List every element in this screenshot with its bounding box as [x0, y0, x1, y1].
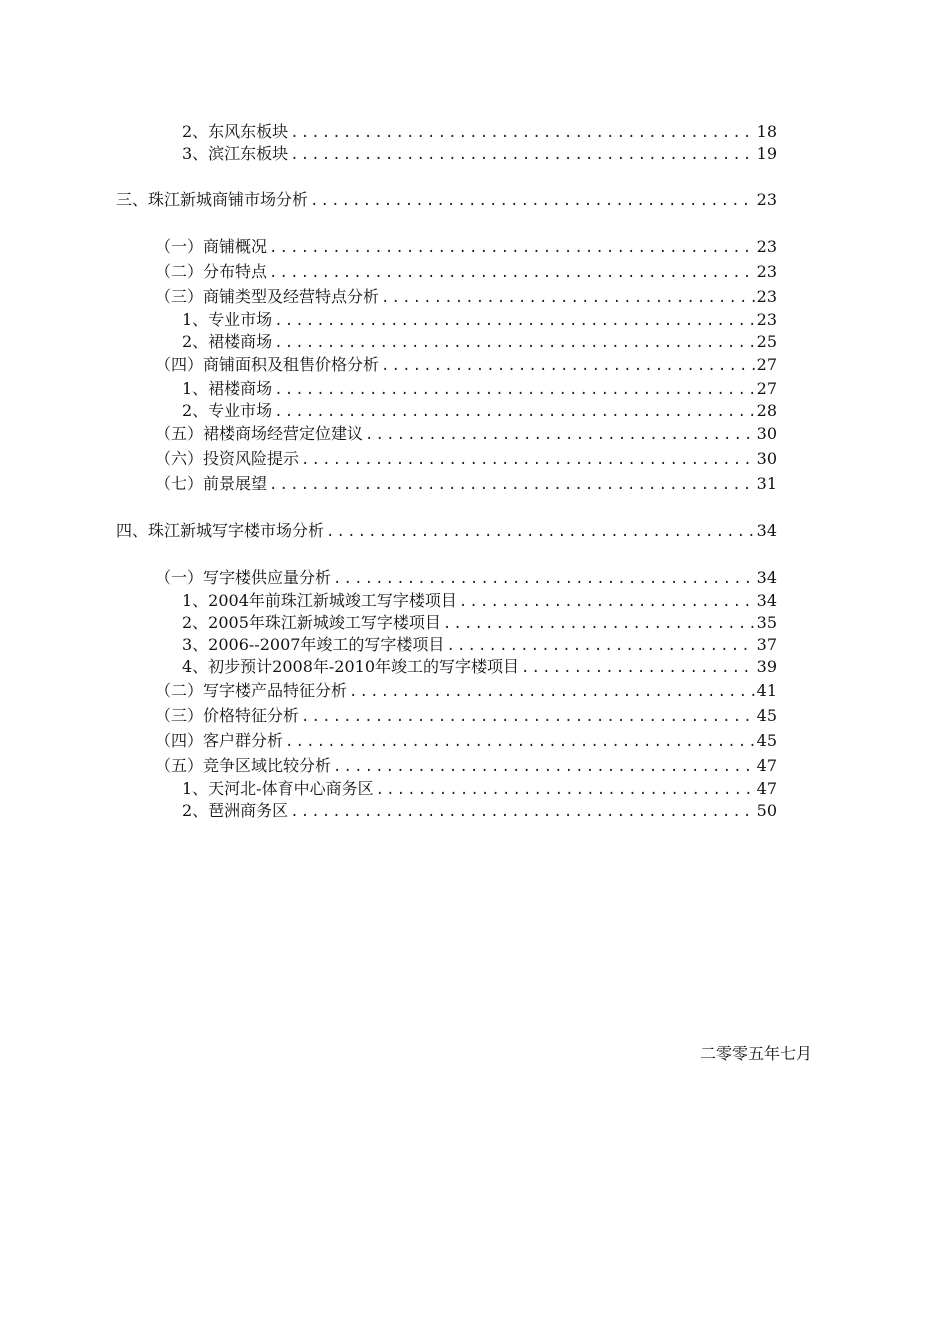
toc-leader-dots	[288, 801, 754, 823]
toc-entry-page: 18	[756, 122, 777, 141]
toc-entry-page: 34	[756, 591, 777, 610]
toc-entry[interactable]	[182, 590, 777, 612]
toc-leader-dots	[324, 521, 755, 543]
toc-entry-page: 37	[756, 635, 777, 654]
toc-entry-page: 31	[756, 474, 777, 493]
toc-leader-dots	[272, 332, 754, 354]
toc-entry-title: 四、珠江新城写字楼市场分析	[116, 521, 325, 540]
toc-entry-page: 27	[756, 379, 777, 398]
toc-entry-title: 2、琶洲商务区	[182, 801, 289, 820]
toc-entry[interactable]	[155, 423, 777, 445]
toc-entry-page: 50	[756, 801, 777, 820]
toc-entry-title: （一）写字楼供应量分析	[155, 568, 332, 587]
toc-leader-dots	[379, 355, 755, 377]
toc-entry-page: 30	[756, 424, 777, 443]
toc-entry-page: 23	[756, 310, 777, 329]
toc-leader-dots	[519, 657, 755, 679]
toc-entry-page: 30	[756, 449, 777, 468]
toc-entry-page: 41	[756, 681, 777, 700]
toc-entry-title: 1、2004年前珠江新城竣工写字楼项目	[182, 591, 457, 610]
toc-entry-title: （一）商铺概况	[155, 237, 268, 256]
toc-entry[interactable]	[155, 236, 777, 258]
toc-leader-dots	[299, 449, 755, 471]
toc-leader-dots	[457, 591, 755, 613]
toc-leader-dots	[347, 681, 755, 703]
toc-entry[interactable]	[155, 730, 777, 752]
toc-entry-title: （三）价格特征分析	[155, 706, 300, 725]
toc-section-entry[interactable]	[116, 520, 777, 542]
toc-entry-title: 3、2006--2007年竣工的写字楼项目	[182, 635, 445, 654]
toc-entry-page: 19	[756, 144, 777, 163]
toc-entry[interactable]	[155, 354, 777, 376]
toc-entry[interactable]	[155, 705, 777, 727]
toc-leader-dots	[267, 237, 755, 259]
toc-entry-page: 34	[756, 568, 777, 587]
toc-leader-dots	[331, 568, 755, 590]
toc-entry-title: （六）投资风险提示	[155, 449, 300, 468]
toc-entry-page: 45	[756, 731, 777, 750]
toc-entry[interactable]	[155, 286, 777, 308]
toc-leader-dots	[331, 756, 755, 778]
toc-entry[interactable]	[155, 448, 777, 470]
toc-entry[interactable]	[155, 473, 777, 495]
toc-entry-page: 45	[756, 706, 777, 725]
toc-entry-title: （五）竞争区域比较分析	[155, 756, 332, 775]
toc-entry-title: 2、裙楼商场	[182, 332, 273, 351]
toc-entry-title: （二）写字楼产品特征分析	[155, 681, 348, 700]
toc-entry-title: 2、专业市场	[182, 401, 273, 420]
toc-entry-page: 25	[756, 332, 777, 351]
toc-entry[interactable]	[182, 800, 777, 822]
toc-section-entry[interactable]	[116, 189, 777, 211]
toc-leader-dots	[379, 287, 755, 309]
toc-entry-title: （二）分布特点	[155, 262, 268, 281]
toc-leader-dots	[267, 474, 755, 496]
toc-leader-dots	[308, 190, 755, 212]
toc-entry[interactable]	[182, 612, 777, 634]
toc-entry[interactable]	[182, 331, 777, 353]
toc-entry-page: 23	[756, 287, 777, 306]
toc-leader-dots	[272, 379, 754, 401]
toc-entry-title: （五）裙楼商场经营定位建议	[155, 424, 364, 443]
toc-entry[interactable]	[182, 400, 777, 422]
toc-entry-title: （四）商铺面积及租售价格分析	[155, 355, 380, 374]
toc-leader-dots	[283, 731, 755, 753]
toc-entry-title: 1、天河北-体育中心商务区	[182, 779, 374, 798]
toc-leader-dots	[288, 122, 754, 144]
document-date: 二零零五年七月	[700, 1044, 813, 1063]
toc-entry[interactable]	[182, 143, 777, 165]
toc-entry-page: 34	[756, 521, 777, 540]
toc-entry[interactable]	[155, 567, 777, 589]
toc-leader-dots	[374, 779, 755, 801]
toc-leader-dots	[272, 401, 754, 423]
toc-entry[interactable]	[155, 261, 777, 283]
toc-entry-page: 39	[756, 657, 777, 676]
toc-entry[interactable]	[155, 680, 777, 702]
toc-entry-title: （三）商铺类型及经营特点分析	[155, 287, 380, 306]
toc-entry-page: 23	[756, 262, 777, 281]
toc-entry-title: 2、2005年珠江新城竣工写字楼项目	[182, 613, 441, 632]
toc-leader-dots	[441, 613, 755, 635]
toc-entry-page: 35	[756, 613, 777, 632]
toc-entry[interactable]	[182, 778, 777, 800]
toc-entry-title: （七）前景展望	[155, 474, 268, 493]
toc-entry-title: 2、东风东板块	[182, 122, 289, 141]
toc-entry-title: 1、专业市场	[182, 310, 273, 329]
toc-entry[interactable]	[155, 755, 777, 777]
toc-entry-page: 28	[756, 401, 777, 420]
toc-entry-title: （四）客户群分析	[155, 731, 284, 750]
toc-entry-title: 三、珠江新城商铺市场分析	[116, 190, 309, 209]
toc-entry-page: 23	[756, 237, 777, 256]
toc-entry-page: 23	[756, 190, 777, 209]
toc-entry[interactable]	[182, 121, 777, 143]
toc-leader-dots	[272, 310, 754, 332]
toc-leader-dots	[288, 144, 754, 166]
toc-entry[interactable]	[182, 634, 777, 656]
toc-entry-page: 47	[756, 779, 777, 798]
toc-leader-dots	[267, 262, 755, 284]
toc-entry-page: 27	[756, 355, 777, 374]
toc-entry-page: 47	[756, 756, 777, 775]
toc-leader-dots	[444, 635, 754, 657]
toc-entry[interactable]	[182, 656, 777, 678]
toc-entry-title: 4、初步预计2008年-2010年竣工的写字楼项目	[182, 657, 520, 676]
toc-leader-dots	[363, 424, 755, 446]
toc-entry[interactable]	[182, 309, 777, 331]
toc-entry[interactable]	[182, 378, 777, 400]
toc-leader-dots	[299, 706, 755, 728]
toc-entry-title: 3、滨江东板块	[182, 144, 289, 163]
toc-entry-title: 1、裙楼商场	[182, 379, 273, 398]
